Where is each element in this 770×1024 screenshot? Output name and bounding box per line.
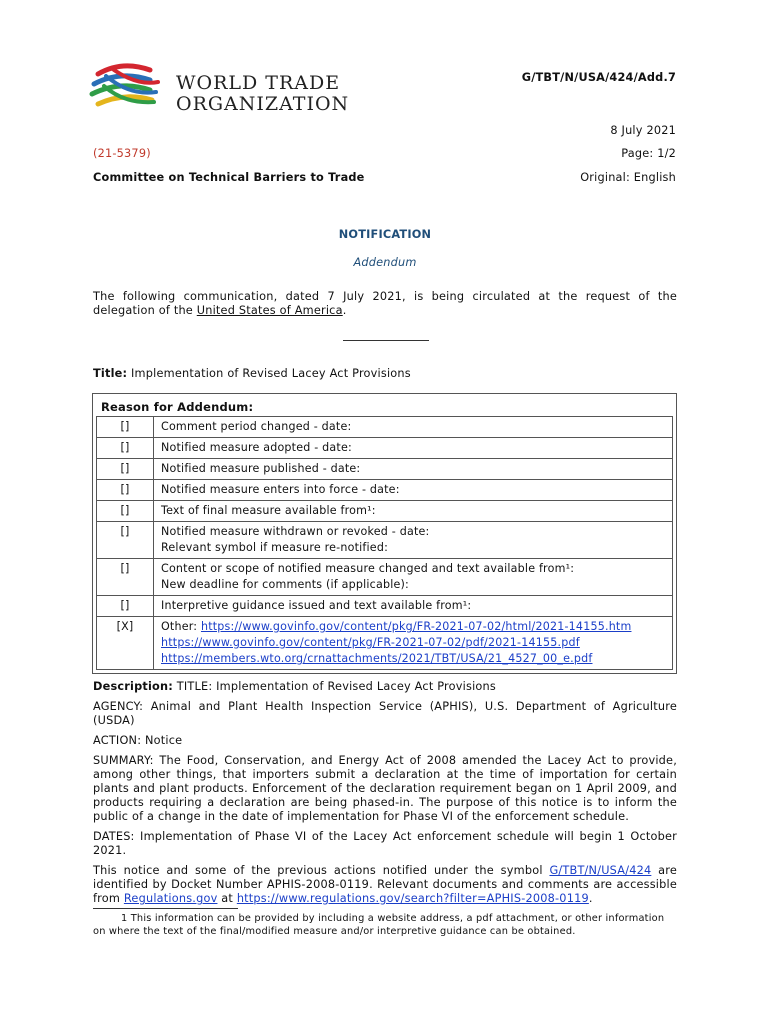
reason-text: Interpretive guidance issued and text available from¹:	[154, 596, 673, 617]
wto-attachment-link[interactable]: https://members.wto.org/crnattachments/2021/TBT/USA/21_4527_00_e.pdf	[161, 652, 593, 665]
checkbox: []	[97, 522, 154, 559]
reason-cell	[154, 522, 673, 559]
govinfo-pdf-link[interactable]: https://www.govinfo.gov/content/pkg/FR-2021-07-02/pdf/2021-14155.pdf	[161, 636, 580, 649]
reason-text-secondary: Relevant symbol if measure re-notified:	[161, 541, 389, 554]
committee-name: Committee on Technical Barriers to Trade	[93, 171, 365, 184]
symbol-link[interactable]: G/TBT/N/USA/424	[549, 864, 652, 877]
table-row	[97, 438, 673, 459]
checkbox: []	[97, 559, 154, 596]
summary-paragraph: SUMMARY: The Food, Conservation, and Energy Act of 2008 amended the Lacey Act to provide, among other things, that importers submit a declaration at the time of importation for certain plants and plant products. Enforcement of the declaration requirement began on 1 April 2009, and products requiring a declaration are being phased-in. The purpose of this notice is to inform the public of a change in the date of implementation for Phase VI of the enforcement schedule.	[93, 754, 677, 823]
checkbox-checked: [X]	[97, 617, 154, 670]
wto-logo-icon	[84, 56, 174, 126]
govinfo-html-link[interactable]: https://www.govinfo.gov/content/pkg/FR-2021-07-02/html/2021-14155.htm	[200, 620, 632, 633]
member-link[interactable]: United States of America	[196, 304, 343, 317]
table-row	[97, 417, 673, 438]
title-label: Title:	[93, 367, 128, 380]
intro-suffix: .	[342, 304, 347, 317]
page-indicator: Page: 1/2	[621, 147, 676, 160]
table-row	[97, 480, 673, 501]
table-row	[97, 596, 673, 617]
description-title-text: TITLE: Implementation of Revised Lacey Act Provisions	[172, 680, 496, 693]
document-number: (21-5379)	[93, 147, 151, 160]
reason-text: Notified measure enters into force - date:	[154, 480, 673, 501]
regulations-gov-link[interactable]: Regulations.gov	[123, 892, 218, 905]
description-title	[93, 680, 677, 694]
action-paragraph: ACTION: Notice	[93, 734, 183, 747]
reason-text-secondary: New deadline for comments (if applicable):	[161, 578, 409, 591]
checkbox: []	[97, 459, 154, 480]
wto-logo	[84, 56, 174, 126]
checkbox: []	[97, 438, 154, 459]
reason-text: Text of final measure available from¹:	[154, 501, 673, 522]
notice-text-4: .	[588, 892, 593, 905]
title-text: Implementation of Revised Lacey Act Provisions	[127, 367, 411, 380]
title-line	[93, 367, 411, 380]
intro-prefix: The following communication, dated 7 July 2021, is being circulated at the request of the delegation of the	[93, 290, 677, 317]
table-row	[97, 617, 673, 670]
reason-cell	[154, 559, 673, 596]
checkbox: []	[97, 417, 154, 438]
notice-text-2: are identified by Docket Number APHIS-2008-0119. Relevant documents and comments are accessible from	[93, 864, 677, 905]
table-row	[97, 559, 673, 596]
reasons-heading: Reason for Addendum:	[101, 400, 254, 414]
org-name-line2: ORGANIZATION	[176, 93, 350, 115]
description-label: Description:	[93, 680, 173, 693]
reason-text: Notified measure adopted - date:	[154, 438, 673, 459]
checkbox: []	[97, 501, 154, 522]
notice-text-1: This notice and some of the previous actions notified under the symbol	[93, 864, 550, 877]
table-row	[97, 522, 673, 559]
original-language: Original: English	[580, 171, 676, 184]
reason-text: Comment period changed - date:	[154, 417, 673, 438]
intro-paragraph	[93, 290, 677, 318]
footnote-text: 1 This information can be provided by including a website address, a pdf attachment, or other information on where the text of the final/modified measure and/or interpretive guidance can be obtained.	[93, 913, 665, 937]
org-name-line1: WORLD TRADE	[176, 72, 341, 94]
reasons-box	[92, 393, 677, 674]
document-symbol: G/TBT/N/USA/424/Add.7	[521, 71, 676, 84]
description-section	[93, 680, 677, 906]
reason-cell-other	[154, 617, 673, 670]
reason-text: Notified measure withdrawn or revoked - date:	[161, 525, 430, 538]
agency-paragraph: AGENCY: Animal and Plant Health Inspection Service (APHIS), U.S. Department of Agriculture (USDA)	[93, 700, 677, 727]
dates-paragraph: DATES: Implementation of Phase VI of the Lacey Act enforcement schedule will begin 1 October 2021.	[93, 830, 677, 857]
regulations-search-link[interactable]: https://www.regulations.gov/search?filter=APHIS-2008-0119	[236, 892, 589, 905]
checkbox: []	[97, 596, 154, 617]
footnote	[93, 912, 677, 938]
reason-text: Content or scope of notified measure changed and text available from¹:	[161, 562, 575, 575]
notification-heading: NOTIFICATION	[338, 228, 432, 241]
reason-text: Notified measure published - date:	[154, 459, 673, 480]
reasons-table	[96, 416, 673, 670]
footnote-separator	[93, 908, 238, 909]
notice-paragraph	[93, 864, 677, 906]
checkbox: []	[97, 480, 154, 501]
separator-line	[343, 340, 429, 341]
org-name	[176, 73, 349, 115]
table-row	[97, 501, 673, 522]
addendum-text: Addendum	[353, 256, 417, 269]
table-row	[97, 459, 673, 480]
document-date: 8 July 2021	[610, 124, 676, 137]
other-label: Other:	[161, 620, 201, 633]
notice-text-3: at	[217, 892, 237, 905]
addendum-subheading	[0, 256, 770, 269]
